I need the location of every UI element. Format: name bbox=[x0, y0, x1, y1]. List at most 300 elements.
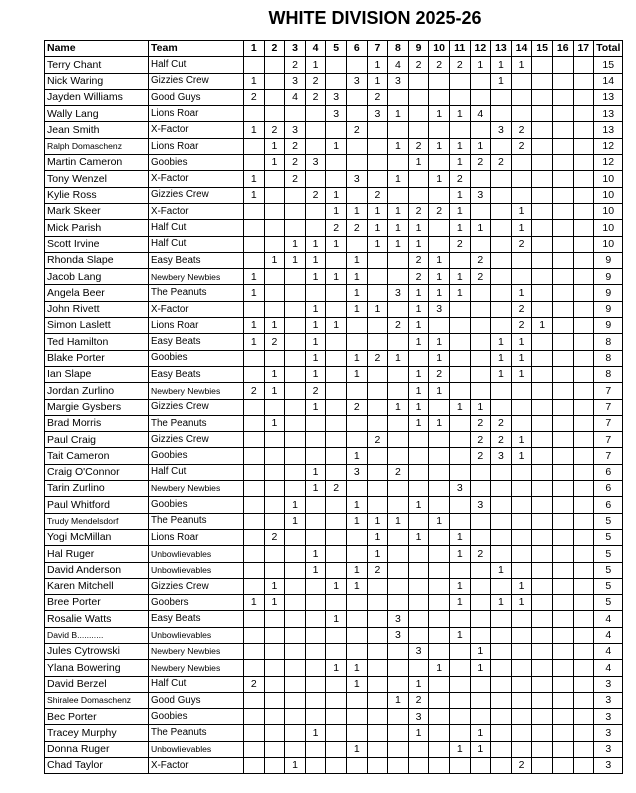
player-name-cell: Tait Cameron bbox=[45, 448, 149, 464]
score-cell bbox=[326, 464, 347, 480]
player-name-cell: Hal Ruger bbox=[45, 546, 149, 562]
score-cell bbox=[491, 464, 512, 480]
score-cell: 1 bbox=[264, 252, 285, 268]
score-cell: 2 bbox=[244, 676, 265, 692]
score-cell bbox=[552, 578, 573, 594]
score-cell bbox=[449, 676, 470, 692]
score-cell bbox=[264, 269, 285, 285]
team-cell: Half Cut bbox=[149, 676, 244, 692]
score-cell: 3 bbox=[408, 709, 429, 725]
score-cell bbox=[264, 660, 285, 676]
score-cell bbox=[470, 692, 491, 708]
score-cell bbox=[367, 643, 388, 659]
score-cell: 1 bbox=[408, 366, 429, 382]
score-cell bbox=[285, 399, 306, 415]
score-cell: 1 bbox=[470, 660, 491, 676]
player-name-cell: Blake Porter bbox=[45, 350, 149, 366]
score-cell: 1 bbox=[449, 138, 470, 154]
total-cell: 13 bbox=[594, 89, 623, 105]
score-cell: 1 bbox=[305, 562, 326, 578]
score-cell bbox=[346, 187, 367, 203]
score-cell bbox=[511, 187, 532, 203]
table-header bbox=[45, 41, 623, 57]
score-cell bbox=[244, 203, 265, 219]
score-cell: 2 bbox=[305, 187, 326, 203]
score-cell: 1 bbox=[408, 415, 429, 431]
score-cell bbox=[264, 643, 285, 659]
score-cell: 1 bbox=[285, 236, 306, 252]
score-cell bbox=[573, 546, 594, 562]
score-cell: 1 bbox=[429, 513, 450, 529]
score-cell bbox=[305, 578, 326, 594]
player-name-cell: Rosalie Watts bbox=[45, 611, 149, 627]
score-cell bbox=[573, 611, 594, 627]
score-cell bbox=[367, 611, 388, 627]
score-cell bbox=[244, 106, 265, 122]
score-cell: 1 bbox=[388, 220, 409, 236]
score-cell bbox=[552, 529, 573, 545]
score-cell: 1 bbox=[511, 334, 532, 350]
score-cell bbox=[470, 366, 491, 382]
score-cell: 1 bbox=[264, 138, 285, 154]
score-cell bbox=[552, 203, 573, 219]
header-week-3: 3 bbox=[285, 41, 306, 57]
score-cell bbox=[305, 627, 326, 643]
score-cell bbox=[449, 513, 470, 529]
player-name-cell: Ted Hamilton bbox=[45, 334, 149, 350]
score-cell bbox=[264, 399, 285, 415]
score-cell bbox=[244, 448, 265, 464]
player-name-cell: Paul Whitford bbox=[45, 497, 149, 513]
score-cell bbox=[285, 676, 306, 692]
score-cell bbox=[552, 562, 573, 578]
table-row bbox=[45, 155, 623, 171]
score-cell bbox=[573, 464, 594, 480]
score-cell bbox=[470, 676, 491, 692]
score-cell bbox=[429, 73, 450, 89]
score-cell bbox=[285, 203, 306, 219]
score-cell bbox=[264, 546, 285, 562]
score-cell bbox=[429, 741, 450, 757]
score-cell bbox=[388, 301, 409, 317]
score-cell bbox=[449, 122, 470, 138]
score-cell: 2 bbox=[470, 415, 491, 431]
score-cell bbox=[326, 415, 347, 431]
score-cell: 1 bbox=[346, 366, 367, 382]
score-cell: 2 bbox=[470, 252, 491, 268]
score-cell bbox=[429, 497, 450, 513]
score-cell bbox=[532, 269, 553, 285]
score-cell bbox=[285, 415, 306, 431]
score-cell bbox=[429, 187, 450, 203]
score-cell: 1 bbox=[449, 399, 470, 415]
score-cell bbox=[326, 546, 347, 562]
score-cell: 1 bbox=[244, 187, 265, 203]
score-cell bbox=[244, 497, 265, 513]
score-cell: 1 bbox=[326, 578, 347, 594]
score-cell bbox=[326, 595, 347, 611]
score-cell: 3 bbox=[346, 73, 367, 89]
score-cell bbox=[367, 627, 388, 643]
score-cell bbox=[367, 366, 388, 382]
score-cell bbox=[552, 301, 573, 317]
score-cell bbox=[532, 366, 553, 382]
score-cell: 3 bbox=[388, 285, 409, 301]
score-cell bbox=[264, 627, 285, 643]
score-cell bbox=[552, 350, 573, 366]
score-cell: 1 bbox=[388, 399, 409, 415]
score-cell: 2 bbox=[408, 269, 429, 285]
score-cell: 1 bbox=[285, 497, 306, 513]
score-cell: 2 bbox=[264, 334, 285, 350]
total-cell: 15 bbox=[594, 57, 623, 73]
score-cell bbox=[285, 578, 306, 594]
score-cell bbox=[305, 643, 326, 659]
player-name-cell: Tracey Murphy bbox=[45, 725, 149, 741]
score-cell bbox=[285, 350, 306, 366]
score-cell: 2 bbox=[449, 57, 470, 73]
score-cell bbox=[388, 366, 409, 382]
score-cell: 3 bbox=[388, 73, 409, 89]
score-cell: 3 bbox=[367, 106, 388, 122]
score-cell bbox=[367, 138, 388, 154]
score-cell bbox=[491, 187, 512, 203]
score-cell bbox=[346, 383, 367, 399]
score-cell bbox=[491, 546, 512, 562]
score-cell bbox=[346, 155, 367, 171]
score-cell bbox=[552, 138, 573, 154]
score-cell bbox=[573, 187, 594, 203]
team-cell: X-Factor bbox=[149, 203, 244, 219]
score-cell: 1 bbox=[346, 448, 367, 464]
score-cell bbox=[532, 464, 553, 480]
score-cell bbox=[429, 692, 450, 708]
score-cell bbox=[552, 285, 573, 301]
score-cell bbox=[388, 725, 409, 741]
score-cell bbox=[449, 301, 470, 317]
score-cell bbox=[367, 415, 388, 431]
score-cell bbox=[388, 122, 409, 138]
score-cell bbox=[388, 758, 409, 774]
score-cell bbox=[470, 481, 491, 497]
score-cell bbox=[532, 741, 553, 757]
score-cell: 1 bbox=[449, 546, 470, 562]
score-cell: 3 bbox=[408, 643, 429, 659]
score-cell: 1 bbox=[244, 73, 265, 89]
score-cell bbox=[244, 562, 265, 578]
score-cell: 1 bbox=[449, 627, 470, 643]
score-cell bbox=[429, 709, 450, 725]
player-name-cell: Mick Parish bbox=[45, 220, 149, 236]
score-cell bbox=[326, 285, 347, 301]
score-cell: 1 bbox=[491, 73, 512, 89]
team-cell: Unbowlievables bbox=[149, 562, 244, 578]
score-cell bbox=[573, 627, 594, 643]
score-cell bbox=[388, 595, 409, 611]
score-cell bbox=[491, 741, 512, 757]
score-cell bbox=[264, 171, 285, 187]
score-cell bbox=[346, 546, 367, 562]
score-cell: 2 bbox=[326, 481, 347, 497]
score-cell bbox=[491, 399, 512, 415]
score-cell bbox=[244, 692, 265, 708]
score-cell bbox=[573, 334, 594, 350]
score-cell bbox=[552, 660, 573, 676]
score-cell: 1 bbox=[511, 220, 532, 236]
score-cell bbox=[449, 660, 470, 676]
total-cell: 3 bbox=[594, 725, 623, 741]
score-cell bbox=[264, 741, 285, 757]
score-cell bbox=[367, 252, 388, 268]
score-cell: 1 bbox=[449, 595, 470, 611]
score-cell bbox=[573, 595, 594, 611]
score-cell: 2 bbox=[408, 692, 429, 708]
score-cell bbox=[532, 383, 553, 399]
score-cell bbox=[491, 220, 512, 236]
score-cell bbox=[408, 171, 429, 187]
score-cell bbox=[264, 758, 285, 774]
score-cell bbox=[408, 106, 429, 122]
score-cell: 1 bbox=[305, 546, 326, 562]
score-cell bbox=[491, 643, 512, 659]
score-cell bbox=[429, 318, 450, 334]
score-cell bbox=[491, 758, 512, 774]
team-cell: Lions Roar bbox=[149, 529, 244, 545]
score-cell: 3 bbox=[449, 481, 470, 497]
score-cell bbox=[244, 611, 265, 627]
score-cell bbox=[264, 611, 285, 627]
score-cell: 1 bbox=[449, 155, 470, 171]
score-cell: 2 bbox=[429, 203, 450, 219]
score-cell bbox=[244, 415, 265, 431]
score-cell bbox=[470, 350, 491, 366]
score-cell bbox=[552, 692, 573, 708]
score-cell bbox=[552, 758, 573, 774]
table-row bbox=[45, 171, 623, 187]
score-cell: 2 bbox=[367, 187, 388, 203]
table-row bbox=[45, 578, 623, 594]
total-cell: 4 bbox=[594, 611, 623, 627]
score-cell bbox=[532, 301, 553, 317]
score-cell bbox=[264, 481, 285, 497]
score-cell: 1 bbox=[326, 611, 347, 627]
score-cell bbox=[429, 529, 450, 545]
score-cell: 2 bbox=[511, 758, 532, 774]
score-cell bbox=[552, 546, 573, 562]
score-cell bbox=[532, 220, 553, 236]
score-cell bbox=[573, 285, 594, 301]
total-cell: 3 bbox=[594, 741, 623, 757]
player-name-cell: Ylana Bowering bbox=[45, 660, 149, 676]
score-cell: 2 bbox=[264, 529, 285, 545]
player-name-cell: Bree Porter bbox=[45, 595, 149, 611]
score-cell bbox=[532, 252, 553, 268]
score-cell bbox=[408, 578, 429, 594]
score-cell bbox=[511, 562, 532, 578]
team-cell: The Peanuts bbox=[149, 513, 244, 529]
score-cell: 2 bbox=[264, 122, 285, 138]
total-cell: 5 bbox=[594, 562, 623, 578]
score-cell bbox=[346, 611, 367, 627]
player-name-cell: Tarin Zurlino bbox=[45, 481, 149, 497]
score-cell bbox=[326, 155, 347, 171]
score-cell: 1 bbox=[264, 595, 285, 611]
score-cell bbox=[511, 643, 532, 659]
score-cell bbox=[305, 660, 326, 676]
score-cell bbox=[367, 383, 388, 399]
score-cell: 1 bbox=[511, 203, 532, 219]
score-cell: 1 bbox=[491, 334, 512, 350]
score-cell bbox=[408, 562, 429, 578]
score-cell: 3 bbox=[346, 464, 367, 480]
score-cell bbox=[285, 464, 306, 480]
score-cell bbox=[264, 513, 285, 529]
score-cell: 1 bbox=[408, 383, 429, 399]
total-cell: 3 bbox=[594, 709, 623, 725]
score-cell bbox=[552, 366, 573, 382]
score-cell: 1 bbox=[511, 350, 532, 366]
score-cell bbox=[532, 334, 553, 350]
score-cell bbox=[326, 725, 347, 741]
score-cell bbox=[244, 725, 265, 741]
score-cell bbox=[346, 138, 367, 154]
score-cell bbox=[573, 73, 594, 89]
team-cell: The Peanuts bbox=[149, 415, 244, 431]
score-cell bbox=[285, 383, 306, 399]
score-cell bbox=[367, 692, 388, 708]
total-cell: 9 bbox=[594, 318, 623, 334]
score-cell bbox=[511, 106, 532, 122]
score-cell bbox=[305, 203, 326, 219]
score-cell bbox=[491, 252, 512, 268]
score-cell bbox=[388, 187, 409, 203]
score-cell bbox=[449, 497, 470, 513]
score-cell bbox=[305, 122, 326, 138]
team-cell: Gizzies Crew bbox=[149, 73, 244, 89]
score-cell bbox=[573, 676, 594, 692]
score-cell: 1 bbox=[470, 643, 491, 659]
score-cell bbox=[429, 155, 450, 171]
score-cell bbox=[244, 464, 265, 480]
score-cell bbox=[491, 627, 512, 643]
score-cell: 1 bbox=[388, 513, 409, 529]
score-cell bbox=[388, 252, 409, 268]
score-cell bbox=[285, 448, 306, 464]
score-cell bbox=[326, 497, 347, 513]
score-cell bbox=[491, 285, 512, 301]
player-name-cell: Bec Porter bbox=[45, 709, 149, 725]
score-cell bbox=[346, 57, 367, 73]
score-cell bbox=[367, 676, 388, 692]
score-cell bbox=[264, 285, 285, 301]
score-cell bbox=[429, 122, 450, 138]
score-cell bbox=[285, 220, 306, 236]
score-cell bbox=[532, 155, 553, 171]
score-cell bbox=[532, 692, 553, 708]
score-cell bbox=[264, 187, 285, 203]
score-cell bbox=[388, 497, 409, 513]
score-cell bbox=[532, 578, 553, 594]
score-cell bbox=[552, 497, 573, 513]
score-cell bbox=[367, 171, 388, 187]
player-name-cell: Yogi McMillan bbox=[45, 529, 149, 545]
table-row bbox=[45, 122, 623, 138]
score-cell: 1 bbox=[470, 138, 491, 154]
score-cell: 1 bbox=[470, 220, 491, 236]
score-cell: 2 bbox=[305, 89, 326, 105]
score-cell bbox=[244, 741, 265, 757]
score-cell bbox=[429, 725, 450, 741]
total-cell: 3 bbox=[594, 692, 623, 708]
score-cell bbox=[367, 660, 388, 676]
score-cell bbox=[470, 301, 491, 317]
score-cell bbox=[408, 627, 429, 643]
score-cell bbox=[449, 318, 470, 334]
score-cell bbox=[285, 106, 306, 122]
table-row bbox=[45, 529, 623, 545]
score-cell: 1 bbox=[285, 513, 306, 529]
score-cell bbox=[491, 709, 512, 725]
table-row bbox=[45, 57, 623, 73]
score-cell bbox=[244, 627, 265, 643]
score-cell bbox=[367, 122, 388, 138]
score-cell bbox=[305, 513, 326, 529]
score-cell bbox=[305, 758, 326, 774]
score-cell: 1 bbox=[305, 236, 326, 252]
score-cell: 1 bbox=[305, 301, 326, 317]
table-row bbox=[45, 497, 623, 513]
score-cell bbox=[470, 73, 491, 89]
table-row bbox=[45, 415, 623, 431]
score-cell bbox=[429, 220, 450, 236]
score-cell bbox=[532, 497, 553, 513]
score-cell bbox=[573, 513, 594, 529]
player-name-cell: David Anderson bbox=[45, 562, 149, 578]
table-row bbox=[45, 643, 623, 659]
player-name-cell: Jacob Lang bbox=[45, 269, 149, 285]
score-cell bbox=[491, 171, 512, 187]
score-cell: 1 bbox=[264, 578, 285, 594]
score-cell bbox=[408, 122, 429, 138]
score-cell: 1 bbox=[244, 171, 265, 187]
score-cell: 3 bbox=[491, 448, 512, 464]
score-cell: 3 bbox=[285, 122, 306, 138]
score-cell: 1 bbox=[305, 334, 326, 350]
header-name: Name bbox=[45, 41, 149, 57]
total-cell: 9 bbox=[594, 269, 623, 285]
table-body bbox=[45, 57, 623, 774]
score-cell bbox=[429, 481, 450, 497]
score-cell: 1 bbox=[511, 595, 532, 611]
score-cell bbox=[264, 301, 285, 317]
score-cell bbox=[552, 676, 573, 692]
score-cell bbox=[470, 89, 491, 105]
score-cell: 1 bbox=[429, 285, 450, 301]
total-cell: 6 bbox=[594, 464, 623, 480]
score-cell: 1 bbox=[346, 252, 367, 268]
score-cell: 1 bbox=[408, 399, 429, 415]
score-cell: 1 bbox=[511, 366, 532, 382]
team-cell: Lions Roar bbox=[149, 138, 244, 154]
score-cell bbox=[532, 676, 553, 692]
score-cell bbox=[573, 220, 594, 236]
score-cell: 2 bbox=[305, 73, 326, 89]
score-cell bbox=[532, 595, 553, 611]
score-cell bbox=[511, 415, 532, 431]
header-week-1: 1 bbox=[244, 41, 265, 57]
score-cell bbox=[511, 497, 532, 513]
score-cell bbox=[552, 187, 573, 203]
